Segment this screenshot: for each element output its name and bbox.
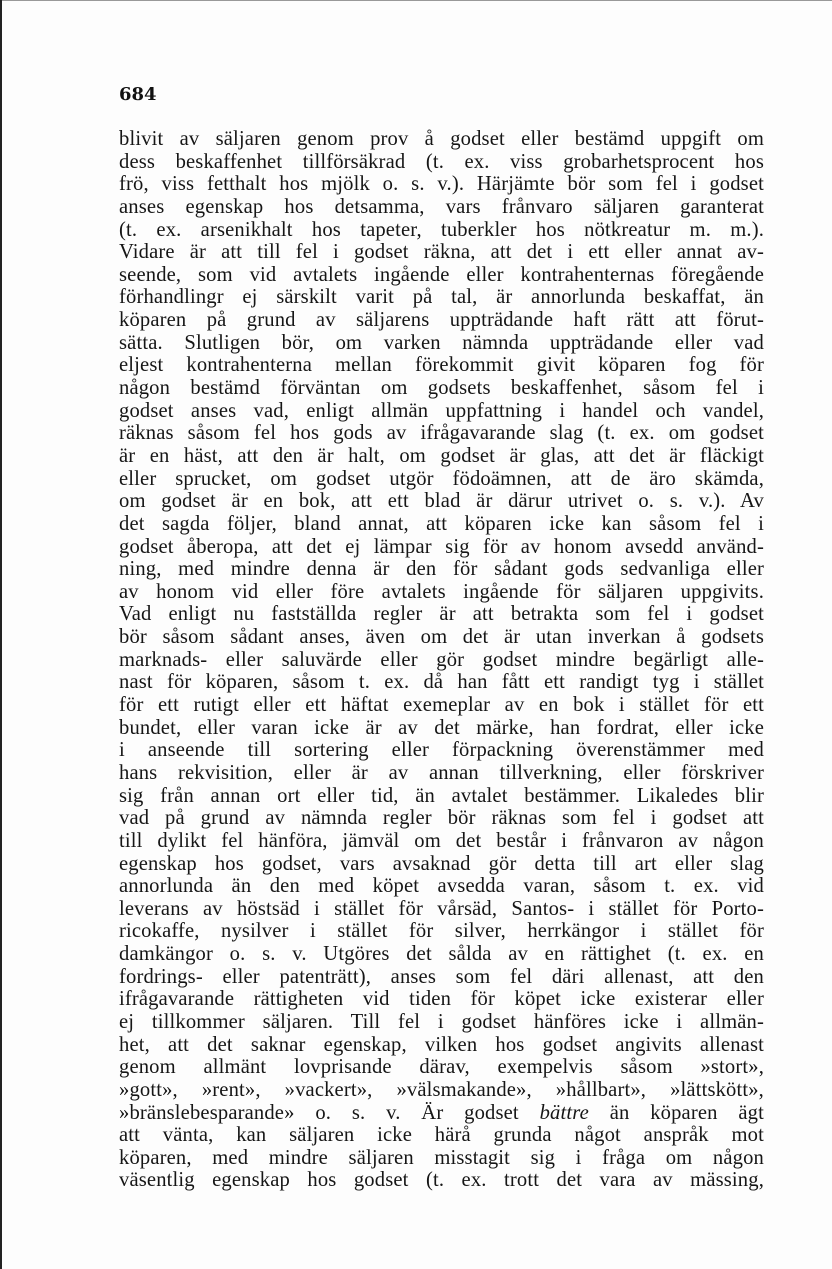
text-line: räknas såsom fel hos gods av ifrågavarande slag (t. ex. om godset	[119, 422, 764, 445]
text-line: genom allmänt lovprisande därav, exempelvis såsom »stort»,	[119, 1056, 764, 1079]
text-line: någon bestämd förväntan om godsets beskaffenhet, såsom fel i	[119, 377, 764, 400]
text-line: egenskap hos godset, vars avsaknad gör detta till art eller slag	[119, 852, 764, 875]
text-line: ifrågavarande rättigheten vid tiden för köpet icke existerar eller	[119, 988, 764, 1011]
text-line: fordrings- eller patenträtt), anses som fel däri allenast, att den	[119, 965, 764, 988]
text-line: för ett rutigt eller ett häftat exemeplar av en bok i stället för ett	[119, 694, 764, 717]
text-line: ning, med mindre denna är den för sådant gods sedvanliga eller	[119, 558, 764, 581]
text-line: Vad enligt nu fastställda regler är att betrakta som fel i godset	[119, 603, 764, 626]
text-line: godset åberopa, att det ej lämpar sig för av honom avsedd använd-	[119, 535, 764, 558]
text-line: bör såsom sådant anses, även om det är utan inverkan å godsets	[119, 626, 764, 649]
text-line: köparen på grund av säljarens uppträdande haft rätt att förut-	[119, 309, 764, 332]
text-line: »bränslebesparande» o. s. v. Är godset bättre än köparen ägt	[119, 1101, 764, 1124]
text-line: nast för köparen, såsom t. ex. då han fått ett randigt tyg i stället	[119, 671, 764, 694]
text-line: sig från annan ort eller tid, än avtalet bestämmer. Likaledes blir	[119, 784, 764, 807]
text-line: väsentlig egenskap hos godset (t. ex. trott det vara av mässing,	[119, 1169, 764, 1192]
text-line: köparen, med mindre säljaren misstagit sig i fråga om någon	[119, 1146, 764, 1169]
text-line: marknads- eller saluvärde eller gör godset mindre begärligt alle-	[119, 648, 764, 671]
text-line: sätta. Slutligen bör, om varken nämnda uppträdande eller vad	[119, 331, 764, 354]
text-line: godset anses vad, enligt allmän uppfattning i handel och vandel,	[119, 399, 764, 422]
text-line: Vidare är att till fel i godset räkna, att det i ett eller annat av-	[119, 241, 764, 264]
text-line: till dylikt fel hänföra, jämväl om det består i frånvaron av någon	[119, 829, 764, 852]
text-line: det sagda följer, bland annat, att köparen icke kan såsom fel i	[119, 512, 764, 535]
text-line: eljest kontrahenterna mellan förekommit givit köparen fog för	[119, 354, 764, 377]
text-line: dess beskaffenhet tillförsäkrad (t. ex. viss grobarhetsprocent hos	[119, 150, 764, 173]
text-line: ej tillkommer säljaren. Till fel i godset hänföres icke i allmän-	[119, 1010, 764, 1033]
text-line: damkängor o. s. v. Utgöres det sålda av en rättighet (t. ex. en	[119, 943, 764, 966]
body-text	[119, 128, 764, 1192]
text-line: »gott», »rent», »vackert», »välsmakande», »hållbart», »lättskött»,	[119, 1078, 764, 1101]
text-line: att vänta, kan säljaren icke härå grunda något anspråk mot	[119, 1124, 764, 1147]
text-line: frö, viss fetthalt hos mjölk o. s. v.). Härjämte bör som fel i godset	[119, 173, 764, 196]
text-line: förhandlingr ej särskilt varit på tal, är annorlunda beskaffat, än	[119, 286, 764, 309]
text-line: (t. ex. arsenikhalt hos tapeter, tuberkler hos nötkreatur m. m.).	[119, 218, 764, 241]
italic-word: bättre	[539, 1101, 589, 1124]
text-line: hans rekvisition, eller är av annan tillverkning, eller förskriver	[119, 761, 764, 784]
text-line: av honom vid eller före avtalets ingående för säljaren uppgivits.	[119, 580, 764, 603]
page-number: 684	[119, 84, 157, 105]
text-line: i anseende till sortering eller förpackning överenstämmer med	[119, 739, 764, 762]
text-line: bundet, eller varan icke är av det märke, han fordrat, eller icke	[119, 716, 764, 739]
text-line: annorlunda än den med köpet avsedda varan, såsom t. ex. vid	[119, 875, 764, 898]
text-line: eller sprucket, om godset utgör födoämnen, att de äro skämda,	[119, 467, 764, 490]
text-line: blivit av säljaren genom prov å godset eller bestämd uppgift om	[119, 128, 764, 150]
text-line: är en häst, att den är halt, om godset är glas, att det är fläckigt	[119, 444, 764, 467]
text-line: om godset är en bok, att ett blad är därur utrivet o. s. v.). Av	[119, 490, 764, 513]
text-line: het, att det saknar egenskap, vilken hos godset angivits allenast	[119, 1033, 764, 1056]
scan-edge-top	[0, 0, 832, 1]
text-line: anses egenskap hos detsamma, vars frånvaro säljaren garanterat	[119, 195, 764, 218]
text-line: leverans av höstsäd i stället för vårsäd, Santos- i stället för Porto-	[119, 897, 764, 920]
text-line: seende, som vid avtalets ingående eller kontrahenternas föregående	[119, 263, 764, 286]
text-line: ricokaffe, nysilver i stället för silver, herrkängor i stället för	[119, 920, 764, 943]
text-line: vad på grund av nämnda regler bör räknas som fel i godset att	[119, 807, 764, 830]
scan-edge-left	[0, 0, 2, 1269]
